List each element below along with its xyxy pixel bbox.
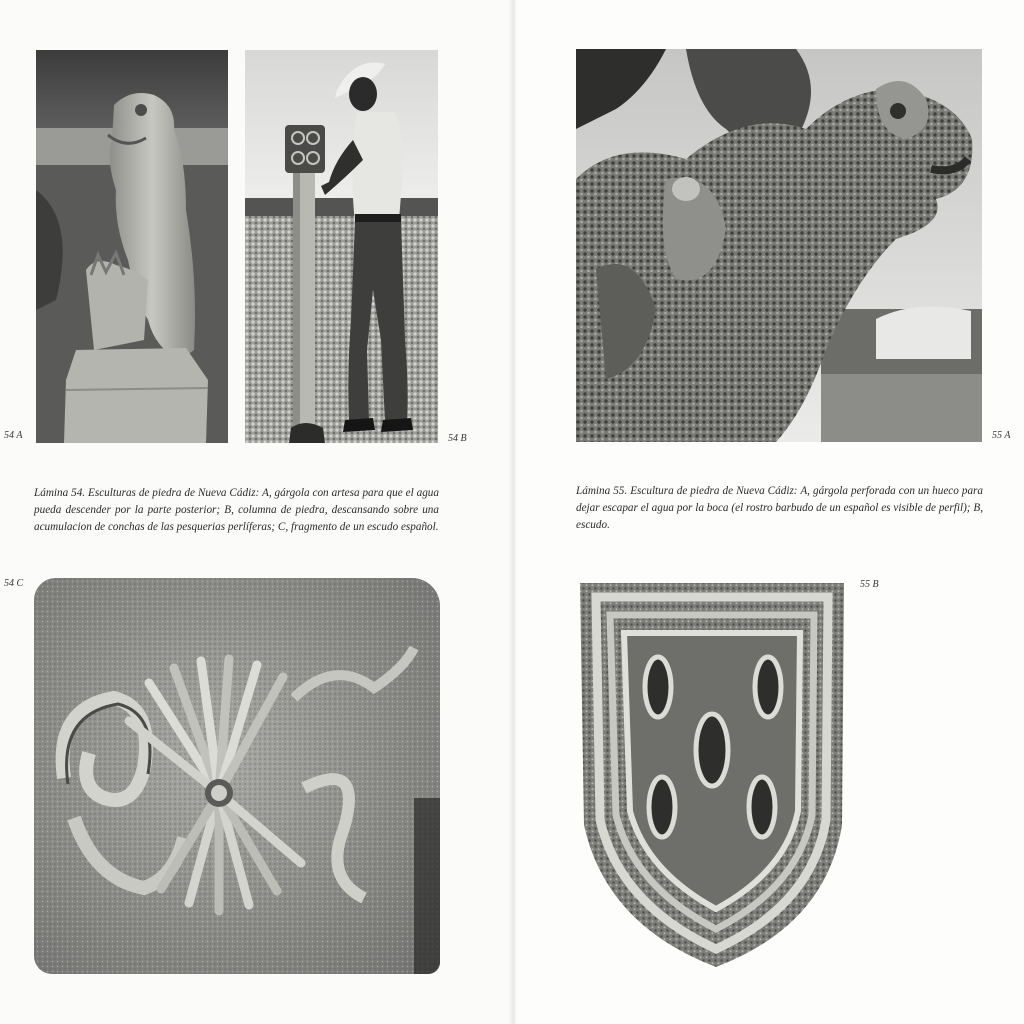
caption-lamina-55: Lámina 55. Escultura de piedra de Nueva Cádiz: A, gárgola perforada con un hueco para dejar escapar el agua por la boca (el rostro barbudo de un español es visible de perfil); B, escudo. (576, 485, 983, 531)
plate-label-54c: 54 C (4, 578, 24, 589)
photo-54a-gargoyle (36, 50, 228, 443)
plate-label-55a: 55 A (992, 430, 1011, 441)
photo-55a-gargoyle (576, 49, 982, 442)
photo-54b-column (245, 50, 438, 443)
plate-label-54a: 54 A (4, 430, 23, 441)
plate-label-55b: 55 B (860, 579, 879, 590)
caption-lamina-54: Lámina 54. Esculturas de piedra de Nueva Cádiz: A, gárgola con artesa para que el agua pueda descender por la parte posterior; B, columna de piedra, descansando sobre una acumulacion de conchas de las pesquerias perlíferas; C, fragmento de un escudo español. (34, 487, 439, 533)
photo-55b-escudo (576, 575, 848, 970)
plate-label-54b: 54 B (448, 433, 467, 444)
right-page (516, 0, 1024, 1024)
photo-54c-shield-fragment (34, 578, 440, 974)
